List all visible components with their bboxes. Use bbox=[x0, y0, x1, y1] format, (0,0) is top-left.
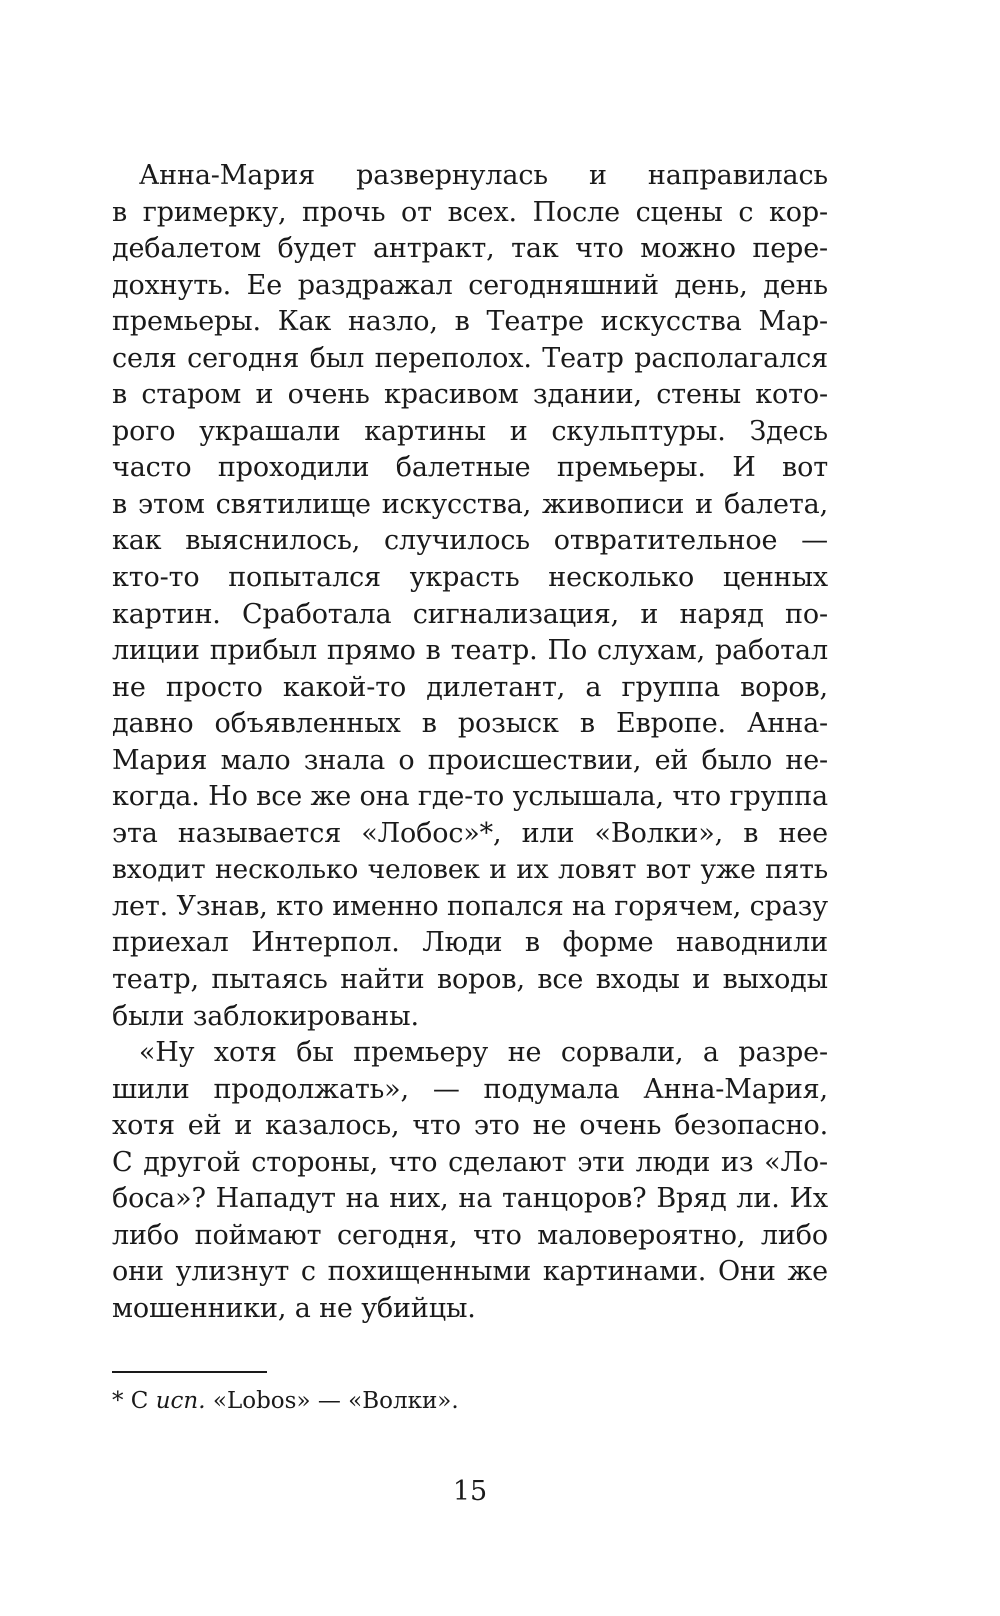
text-line: в этом святилище искусства, живописи и балета, bbox=[112, 488, 828, 520]
page-number: 15 bbox=[452, 1476, 488, 1507]
text-line: эта называется «Лобос»*, или «Волки», в нее bbox=[112, 817, 828, 849]
text-line: либо поймают сегодня, что маловероятно, либо bbox=[112, 1219, 828, 1251]
text-line: селя сегодня был переполох. Театр располагался bbox=[112, 342, 828, 374]
footnote-abbreviation: исп. bbox=[155, 1388, 206, 1414]
text-line: давно объявленных в розыск в Европе. Анна- bbox=[112, 708, 828, 740]
text-line: часто проходили балетные премьеры. И вот bbox=[112, 452, 828, 484]
text-line: лиции прибыл прямо в театр. По слухам, работал bbox=[112, 635, 828, 667]
text-line: в гримерку, прочь от всех. После сцены с кор- bbox=[112, 196, 828, 228]
text-line: приехал Интерпол. Люди в форме наводнили bbox=[112, 927, 828, 959]
text-line: картин. Сработала сигнализация, и наряд по- bbox=[112, 598, 828, 630]
text-line: в старом и очень красивом здании, стены кото- bbox=[112, 379, 828, 411]
footnote bbox=[112, 1386, 459, 1416]
footnote-text: «Lobos» — «Волки». bbox=[205, 1388, 459, 1414]
text-line: дебалетом будет антракт, так что можно пере- bbox=[112, 233, 828, 265]
text-line: Мария мало знала о происшествии, ей было не- bbox=[112, 744, 828, 776]
text-line: С другой стороны, что сделают эти люди из «Ло- bbox=[112, 1146, 828, 1178]
text-line-paragraph-end: мошенники, а не убийцы. bbox=[112, 1292, 476, 1324]
text-line: лет. Узнав, кто именно попался на горячем, сразу bbox=[112, 890, 828, 922]
text-line: входит несколько человек и их ловят вот уже пять bbox=[112, 854, 828, 886]
text-line: как выяснилось, случилось отвратительное — bbox=[112, 525, 828, 557]
text-line: они улизнут с похищенными картинами. Они же bbox=[112, 1256, 828, 1288]
text-line: премьеры. Как назло, в Театре искусства Мар- bbox=[112, 306, 828, 338]
text-line-paragraph-end: были заблокированы. bbox=[112, 1000, 419, 1032]
text-line: Анна-Мария развернулась и направилась bbox=[112, 160, 828, 191]
text-line: боса»? Нападут на них, на танцоров? Вряд ли. Их bbox=[112, 1183, 828, 1215]
main-text bbox=[112, 158, 828, 1328]
text-line: театр, пытаясь найти воров, все входы и выходы bbox=[112, 964, 828, 996]
text-line: рого украшали картины и скульптуры. Здесь bbox=[112, 415, 828, 447]
footnote-divider bbox=[112, 1371, 267, 1373]
text-line: хотя ей и казалось, что это не очень безопасно. bbox=[112, 1110, 828, 1142]
text-line: шили продолжать», — подумала Анна-Мария, bbox=[112, 1073, 828, 1105]
text-line: кто-то попытался украсть несколько ценных bbox=[112, 562, 828, 594]
text-line: когда. Но все же она где-то услышала, что группа bbox=[112, 781, 828, 813]
text-line: дохнуть. Ее раздражал сегодняшний день, день bbox=[112, 269, 828, 301]
footnote-marker: * С bbox=[112, 1388, 156, 1414]
text-line: не просто какой-то дилетант, а группа воров, bbox=[112, 671, 828, 703]
text-line: «Ну хотя бы премьеру не сорвали, а разре- bbox=[112, 1037, 828, 1069]
